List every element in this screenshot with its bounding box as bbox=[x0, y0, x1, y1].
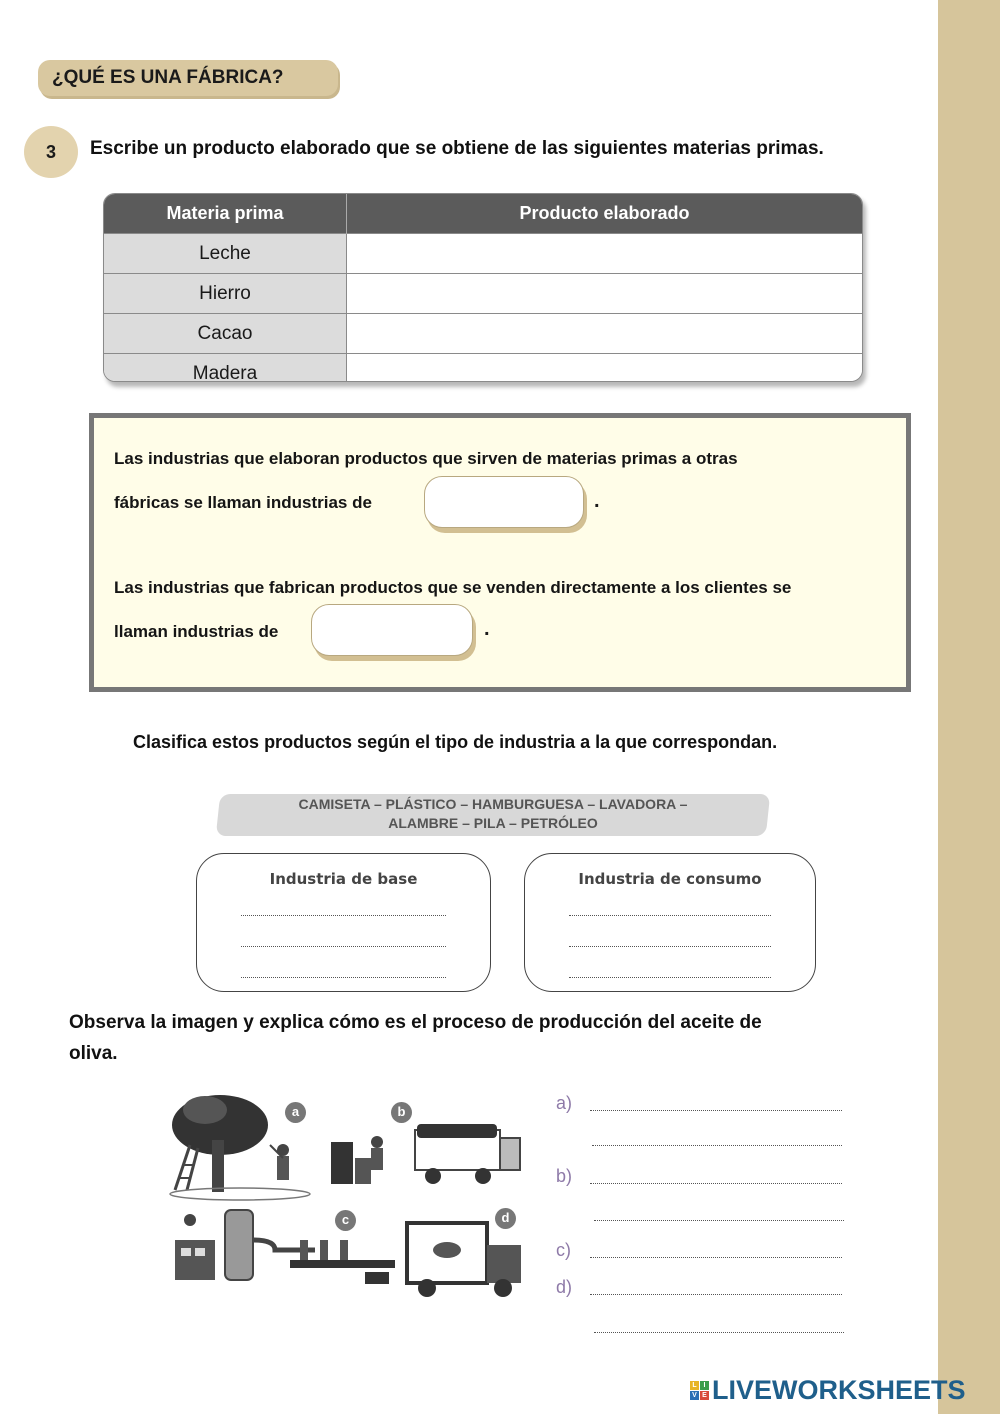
answer-line bbox=[569, 961, 771, 978]
label-a: a bbox=[285, 1102, 306, 1123]
delivery-truck-icon bbox=[407, 1223, 521, 1297]
answer-line bbox=[590, 1278, 842, 1295]
period: . bbox=[484, 618, 490, 640]
product-input-hierro[interactable] bbox=[347, 274, 862, 313]
product-input-madera[interactable] bbox=[347, 354, 862, 382]
industry-base-input[interactable] bbox=[425, 477, 583, 527]
answer-line bbox=[592, 1129, 842, 1146]
answer-label-a: a) bbox=[556, 1093, 573, 1113]
answer-d-input-1[interactable] bbox=[590, 1278, 846, 1296]
consumo-input-2[interactable] bbox=[569, 930, 775, 948]
box-title-base: Industria de base bbox=[269, 870, 418, 888]
base-input-1[interactable] bbox=[241, 899, 450, 917]
word-bank bbox=[218, 795, 768, 833]
label-b: b bbox=[391, 1102, 412, 1123]
oil-mill-icon bbox=[175, 1210, 395, 1284]
industry-consumo-input[interactable] bbox=[312, 605, 472, 655]
question-1: Escribe un producto elaborado que se obtiene de las siguientes materias primas. bbox=[90, 138, 824, 159]
logo-mark-tile: L bbox=[690, 1381, 699, 1390]
info-box bbox=[89, 413, 911, 692]
materials-table bbox=[103, 193, 863, 382]
answer-box-base bbox=[424, 476, 584, 528]
material-cell: Leche bbox=[104, 234, 347, 274]
question-3-line-1: Observa la imagen y explica cómo es el proceso de producción del aceite de bbox=[69, 1012, 762, 1033]
table-row bbox=[104, 354, 862, 383]
answer-label-d: d) bbox=[556, 1277, 573, 1297]
consumo-input-1[interactable] bbox=[569, 899, 775, 917]
answer-line bbox=[590, 1167, 842, 1184]
table-row bbox=[104, 274, 862, 314]
olive-oil-process-illustration bbox=[165, 1090, 525, 1310]
answer-line bbox=[594, 1204, 844, 1221]
answer-a-input-1[interactable] bbox=[590, 1094, 846, 1112]
box-industria-consumo bbox=[524, 853, 816, 992]
table-row bbox=[104, 314, 862, 354]
info-line-4: llaman industrias de bbox=[114, 622, 279, 641]
label-c: c bbox=[335, 1210, 356, 1231]
logo-mark-tile: V bbox=[690, 1391, 699, 1400]
info-line-3: Las industrias que fabrican productos que se venden directamente a los clientes se bbox=[114, 578, 792, 597]
section-title: ¿QUÉ ES UNA FÁBRICA? bbox=[38, 60, 338, 96]
product-cell bbox=[347, 234, 863, 274]
box-industria-base bbox=[196, 853, 491, 992]
table-row bbox=[104, 234, 862, 274]
answer-box-consumo bbox=[311, 604, 473, 656]
table-header-materia: Materia prima bbox=[104, 194, 347, 234]
answer-b-input-2[interactable] bbox=[594, 1204, 848, 1222]
answer-line bbox=[569, 930, 771, 947]
answer-label-b: b) bbox=[556, 1166, 573, 1186]
answer-line bbox=[241, 899, 446, 916]
product-cell bbox=[347, 274, 863, 314]
process-drawing bbox=[165, 1090, 525, 1310]
product-input-cacao[interactable] bbox=[347, 314, 862, 353]
question-3-line-2: oliva. bbox=[69, 1043, 118, 1064]
box-title-consumo: Industria de consumo bbox=[578, 870, 762, 888]
answer-a-input-2[interactable] bbox=[592, 1129, 846, 1147]
answer-line bbox=[241, 961, 446, 978]
word-bank-line-1: CAMISETA – PLÁSTICO – HAMBURGUESA – LAVADORA – bbox=[298, 796, 688, 812]
base-input-3[interactable] bbox=[241, 961, 450, 979]
answer-b-input-1[interactable] bbox=[590, 1167, 846, 1185]
info-line-2: fábricas se llaman industrias de bbox=[114, 493, 372, 512]
logo-mark-tile: I bbox=[700, 1381, 709, 1390]
answer-c-input[interactable] bbox=[590, 1241, 846, 1259]
base-input-2[interactable] bbox=[241, 930, 450, 948]
product-cell bbox=[347, 314, 863, 354]
logo-mark-icon bbox=[690, 1381, 709, 1400]
truck-transport-icon bbox=[331, 1124, 520, 1184]
liveworksheets-logo bbox=[690, 1375, 966, 1405]
answer-label-c: c) bbox=[556, 1240, 571, 1260]
question-2: Clasifica estos productos según el tipo de industria a la que correspondan. bbox=[133, 732, 778, 752]
period: . bbox=[594, 490, 600, 512]
answer-line bbox=[590, 1094, 842, 1111]
material-cell: Cacao bbox=[104, 314, 347, 354]
info-line-1: Las industrias que elaboran productos que sirven de materias primas a otras bbox=[114, 449, 738, 468]
answer-d-input-2[interactable] bbox=[594, 1316, 848, 1334]
logo-mark-tile: E bbox=[700, 1391, 709, 1400]
logo-text: LIVEWORKSHEETS bbox=[712, 1374, 966, 1405]
answer-line bbox=[594, 1316, 844, 1333]
consumo-input-3[interactable] bbox=[569, 961, 775, 979]
side-decoration-band bbox=[938, 0, 1000, 1414]
product-cell bbox=[347, 354, 863, 383]
answer-line bbox=[569, 899, 771, 916]
exercise-number: 3 bbox=[24, 126, 78, 178]
table-header-producto: Producto elaborado bbox=[347, 194, 863, 234]
material-cell: Madera bbox=[104, 354, 347, 383]
word-bank-line-2: ALAMBRE – PILA – PETRÓLEO bbox=[388, 815, 598, 831]
answer-line bbox=[241, 930, 446, 947]
material-cell: Hierro bbox=[104, 274, 347, 314]
label-d: d bbox=[495, 1208, 516, 1229]
product-input-leche[interactable] bbox=[347, 234, 862, 273]
answer-line bbox=[590, 1241, 842, 1258]
